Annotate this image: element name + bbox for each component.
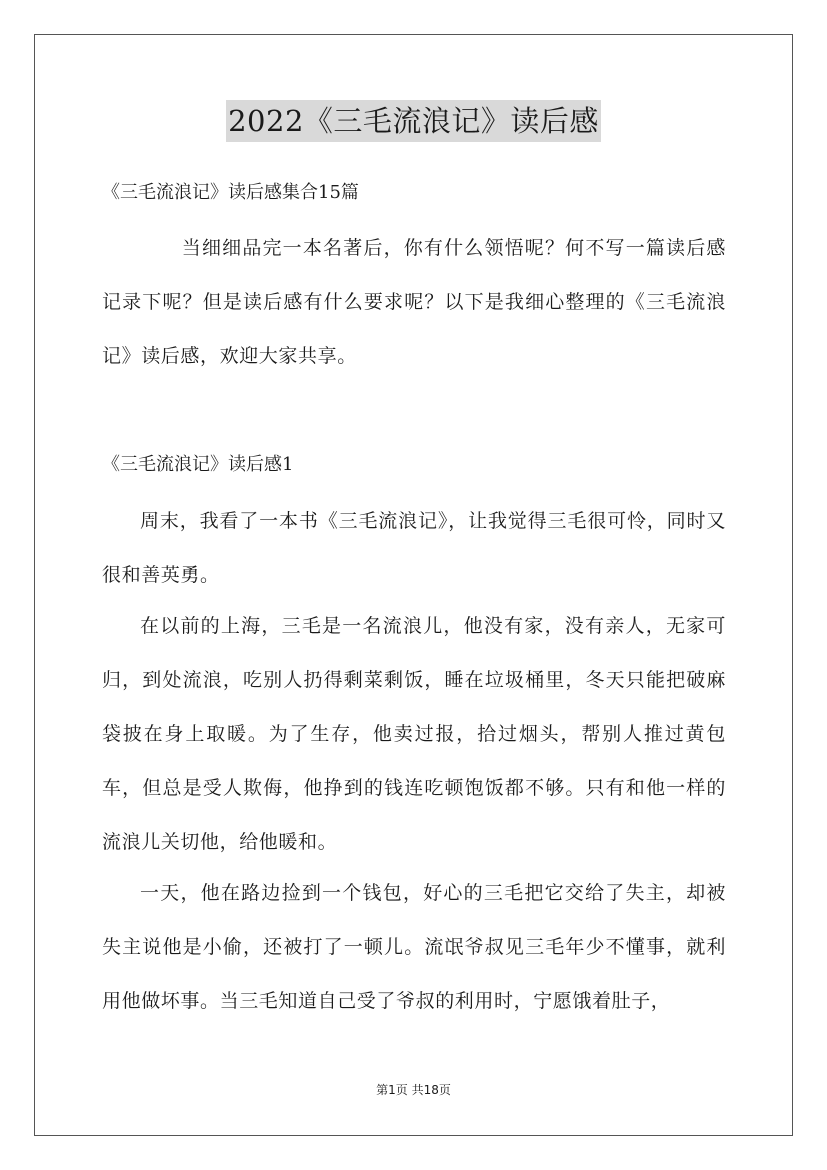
document-subtitle: 《三毛流浪记》读后感集合15篇 [102,182,359,203]
body-paragraph-2: 在以前的上海，三毛是一名流浪儿，他没有家，没有亲人，无家可归，到处流浪，吃别人扔得剩菜剩饭，睡在垃圾桶里，冬天只能把破麻袋披在身上取暖。为了生存，他卖过报，拾过烟头，帮别人推过黄包车，但总是受人欺侮，他挣到的钱连吃顿饱饭都不够。只有和他一样的流浪儿关切他，给他暖和。 [102,615,726,853]
title-container [0,100,827,142]
section-heading: 《三毛流浪记》读后感1 [102,454,294,475]
document-title: 2022《三毛流浪记》读后感 [226,100,601,142]
body-paragraph-3: 一天，他在路边捡到一个钱包，好心的三毛把它交给了失主，却被失主说他是小偷，还被打了一顿儿。流氓爷叔见三毛年少不懂事，就利用他做坏事。当三毛知道自己受了爷叔的利用时，宁愿饿着肚子， [102,882,726,1012]
page-footer: 第1页 共18页 [376,1083,451,1097]
intro-paragraph: 当细细品完一本名著后，你有什么领悟呢？何不写一篇读后感记录下呢？但是读后感有什么要求呢？以下是我细心整理的《三毛流浪记》读后感，欢迎大家共享。 [102,237,726,367]
body-paragraph-1: 周末，我看了一本书《三毛流浪记》，让我觉得三毛很可怜，同时又很和善英勇。 [102,510,726,586]
